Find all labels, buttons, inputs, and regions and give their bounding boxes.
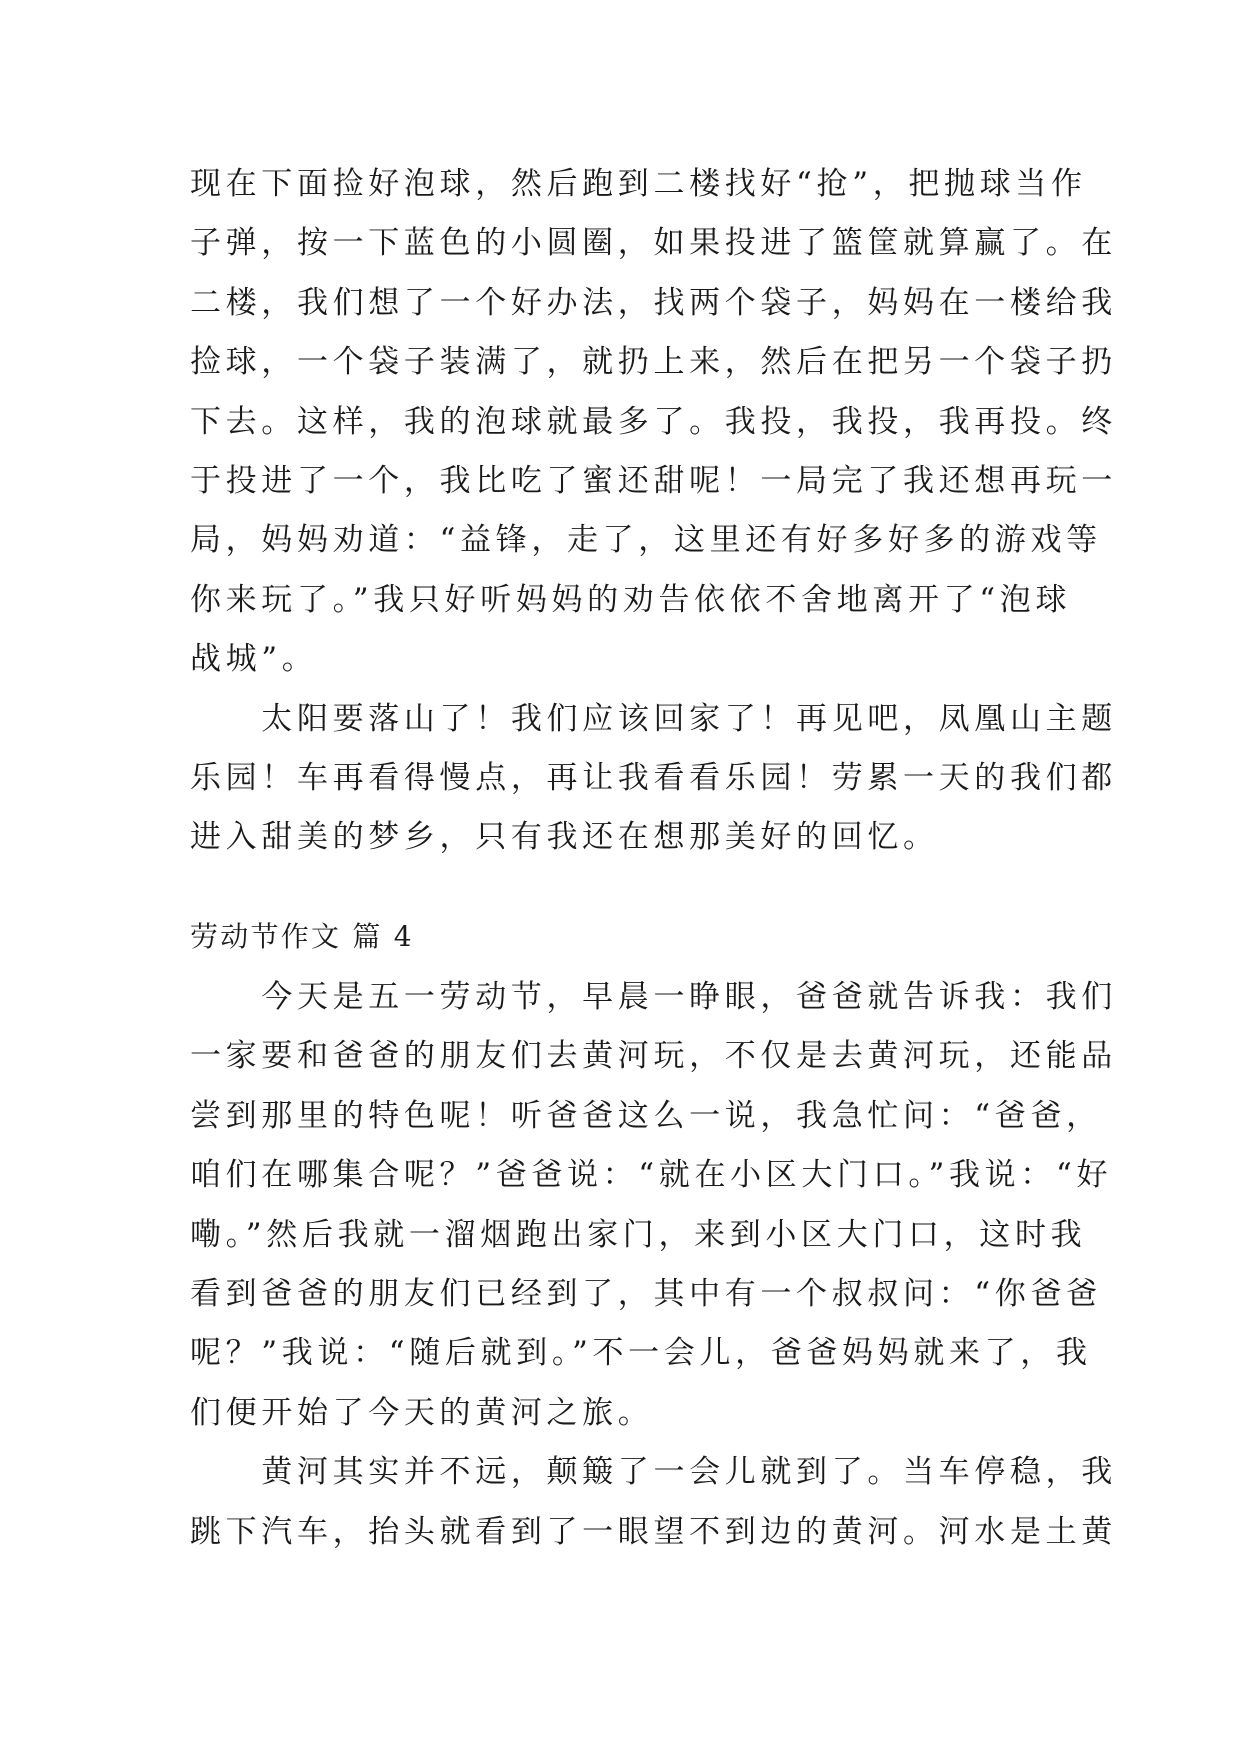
text-line: 黄河其实并不远，颠簸了一会儿就到了。当车停稳，我 (190, 1454, 1117, 1491)
text-line: 尝到那里的特色呢！听爸爸这么一说，我急忙问：“爸爸， (190, 1097, 1102, 1134)
essay-continuation-text (190, 155, 1117, 868)
text-line: 跳下汽车，抬头就看到了一眼望不到边的黄河。河水是土黄 (190, 1513, 1117, 1550)
text-line: 进入甜美的梦乡，只有我还在想那美好的回忆。 (190, 819, 939, 856)
text-line: 现在下面捡好泡球，然后跑到二楼找好“抢”，把抛球当作 (190, 166, 1087, 202)
text-line: 下去。这样，我的泡球就最多了。我投，我投，我再投。终 (190, 403, 1117, 440)
section-heading: 劳动节作文 篇 4 (190, 920, 414, 953)
text-line: 呢？”我说：“随后就到。”不一会儿，爸爸妈妈就来了，我 (190, 1335, 1092, 1372)
essay-4-text (190, 968, 1117, 1562)
text-line: 你来玩了。”我只好听妈妈的劝告依依不舍地离开了“泡球 (190, 581, 1072, 618)
text-line: 子弹，按一下蓝色的小圆圈，如果投进了篮筐就算赢了。在 (190, 225, 1117, 262)
text-line: 太阳要落山了！我们应该回家了！再见吧，凤凰山主题 (190, 700, 1117, 737)
text-line: 们便开始了今天的黄河之旅。 (190, 1394, 654, 1431)
text-line: 咱们在哪集合呢？”爸爸说：“就在小区大门口。”我说：“好 (190, 1157, 1113, 1194)
text-line: 嘞。”然后我就一溜烟跑出家门，来到小区大门口，这时我 (190, 1216, 1087, 1253)
text-line: 于投进了一个，我比吃了蜜还甜呢！一局完了我还想再玩一 (190, 462, 1117, 499)
text-line: 二楼，我们想了一个好办法，找两个袋子，妈妈在一楼给我 (190, 284, 1117, 321)
text-line: 乐园！车再看得慢点，再让我看看乐园！劳累一天的我们都 (190, 759, 1117, 796)
text-line: 捡球，一个袋子装满了，就扔上来，然后在把另一个袋子扔 (190, 344, 1117, 381)
text-line: 战城”。 (190, 641, 318, 678)
text-line: 看到爸爸的朋友们已经到了，其中有一个叔叔问：“你爸爸 (190, 1275, 1102, 1312)
text-line: 局，妈妈劝道：“益锋，走了，这里还有好多好多的游戏等 (190, 522, 1102, 559)
text-line: 一家要和爸爸的朋友们去黄河玩，不仅是去黄河玩，还能品 (190, 1038, 1117, 1075)
text-line: 今天是五一劳动节，早晨一睁眼，爸爸就告诉我：我们 (190, 979, 1117, 1015)
